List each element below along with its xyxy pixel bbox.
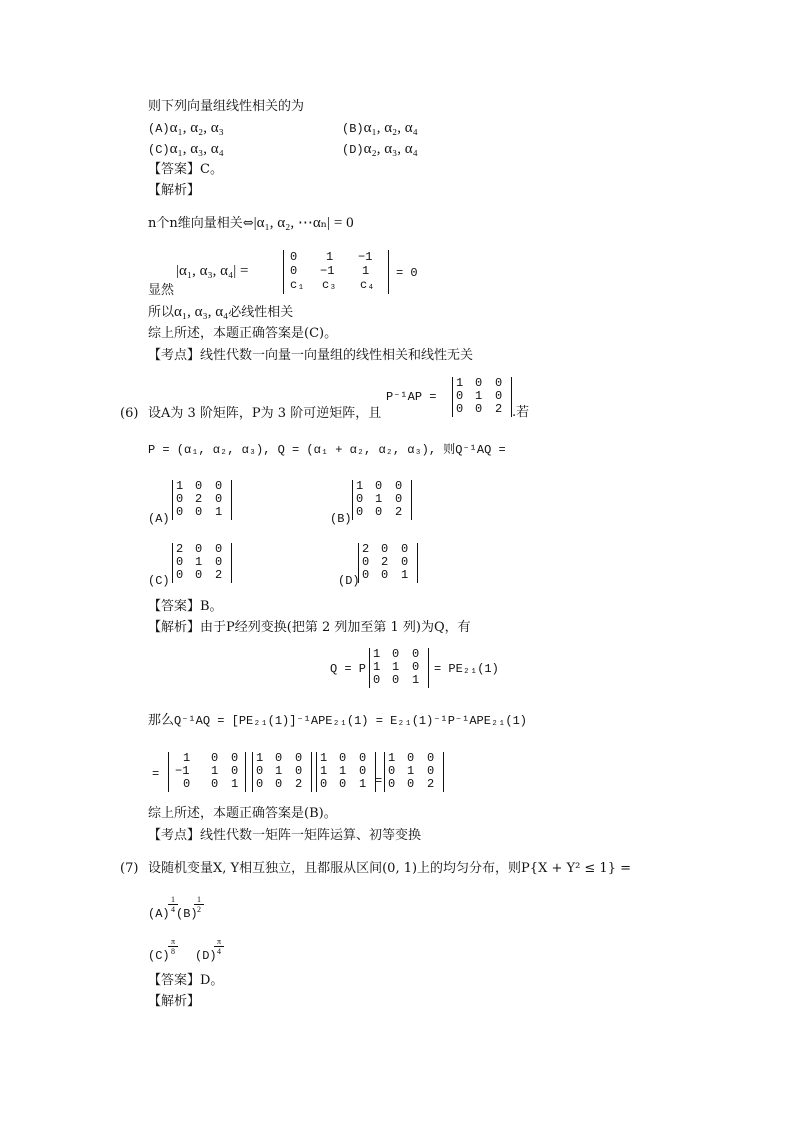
- q5-analysis-label: 【解析】: [148, 183, 201, 198]
- q7-option-d-fraction: π 4: [214, 937, 224, 956]
- q6-option-b-label: (B): [330, 512, 352, 526]
- q5-obvious: 显然: [148, 283, 175, 298]
- q6-option-c-label: (C): [148, 574, 170, 588]
- q6-eq1-right: = PE₂₁(1): [434, 662, 499, 676]
- q7-option-a-label: (A): [148, 907, 170, 921]
- q6-option-a-matrix: 1 0 0 0 2 0 0 0 1: [172, 480, 232, 520]
- q6-option-a-label: (A): [148, 512, 170, 526]
- q6-condition-matrix: 1 0 0 0 1 0 0 0 2: [452, 377, 512, 417]
- q6-eq3-prefix: =: [152, 767, 160, 781]
- q5-summary: 综上所述，本题正确答案是(C)。: [148, 326, 338, 341]
- q6-point: 【考点】线性代数一矩阵一矩阵运算、初等变换: [148, 828, 422, 843]
- q6-option-c-matrix: 2 0 0 0 1 0 0 0 2: [172, 543, 232, 583]
- q6-answer: 【答案】B。: [148, 599, 223, 614]
- q6-number: (6): [120, 406, 139, 421]
- q7-option-b-label: (B): [176, 907, 198, 921]
- q7-stem: 设随机变量X, Y相互独立，且都服从区间(0, 1)上的均匀分布，则P{X + Y² ≤ 1} =: [148, 861, 631, 876]
- q5-determinant: 0 1 −1 0 −1 1 c₁ c₃ c₄: [283, 250, 389, 294]
- q6-eq1-left: Q = P: [330, 662, 367, 676]
- q6-analysis: 【解析】由于P经列变换(把第 2 列加至第 1 列)为Q，有: [148, 620, 471, 635]
- q6-eq2: 那么Q⁻¹AQ = [PE₂₁(1)]⁻¹APE₂₁(1) = E₂₁(1)⁻¹P⁻¹APE₂₁(1): [148, 713, 527, 728]
- q7-option-c-label: (C): [148, 949, 170, 963]
- q6-condition-suffix: .若: [512, 405, 530, 420]
- q6-eq3-matrix-4: 1 0 0 0 1 0 0 0 2: [384, 752, 444, 792]
- q6-option-b-matrix: 1 0 0 0 1 0 0 0 2: [352, 480, 412, 520]
- q5-option-a: (A)α₁, α₂, α₃: [148, 120, 224, 136]
- q5-conclusion: 所以α₁, α₃, α₄必线性相关: [148, 304, 294, 320]
- q5-analysis-line1: n个n维向量相关⇔|α₁, α₂, ⋯αₙ| = 0: [148, 215, 354, 231]
- q6-eq3-matrix-1: 1 0 0 −1 1 0 0 0 1: [168, 752, 246, 792]
- q5-option-d: (D)α₂, α₃, α₄: [342, 141, 418, 157]
- q6-eq3-matrix-3: 1 0 0 1 1 0 0 0 1: [316, 752, 376, 792]
- q6-condition-label: P⁻¹AP =: [386, 390, 437, 404]
- q6-eq3-equals: =: [375, 774, 383, 788]
- intro-text: 则下列向量组线性相关的为: [148, 99, 305, 114]
- q6-eq3-matrix-2: 1 0 0 0 1 0 0 0 2: [252, 752, 312, 792]
- q7-number: (7): [120, 861, 139, 876]
- q7-option-c-fraction: π 8: [168, 937, 178, 956]
- q5-point: 【考点】线性代数一向量一向量组的线性相关和线性无关: [148, 348, 474, 363]
- q6-eq1-matrix: 1 0 0 1 1 0 0 0 1: [369, 648, 429, 688]
- q6-summary: 综上所述，本题正确答案是(B)。: [148, 806, 337, 821]
- q7-option-a-fraction: 1 4: [168, 895, 178, 914]
- q5-option-b: (B)α₁, α₂, α₄: [342, 120, 418, 136]
- q6-option-d-label: (D): [338, 574, 360, 588]
- q7-option-d-label: (D): [195, 949, 217, 963]
- q5-option-c: (C)α₁, α₃, α₄: [148, 141, 224, 157]
- q7-option-b-fraction: 1 2: [194, 895, 204, 914]
- q6-definition-line: P = (α₁, α₂, α₃), Q = (α₁ + α₂, α₂, α₃), 则Q⁻¹AQ =: [148, 443, 506, 457]
- q5-det-label: |α₁, α₃, α₄| =: [176, 263, 249, 279]
- q5-det-equals-zero: = 0: [396, 266, 418, 280]
- q5-answer: 【答案】C。: [148, 162, 223, 177]
- q6-option-d-matrix: 2 0 0 0 2 0 0 0 1: [358, 543, 418, 583]
- q6-stem: 设A为 3 阶矩阵，P为 3 阶可逆矩阵，且: [148, 406, 382, 421]
- q7-answer: 【答案】D。: [148, 973, 224, 988]
- q7-analysis-label: 【解析】: [148, 994, 201, 1009]
